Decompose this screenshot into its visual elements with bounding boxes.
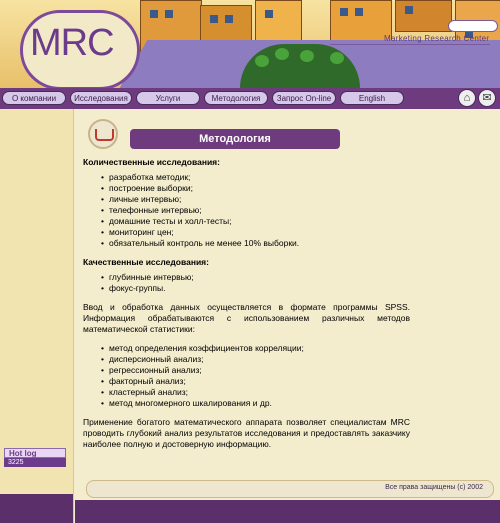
list-item: • построение выборки; [101,183,410,194]
hotlog-counter[interactable] [4,448,66,468]
sidebar-bottom-band [0,494,73,523]
nav-item-about[interactable]: О компании [2,91,66,105]
page-title: Методология [130,129,340,149]
list-item: • метод определения коэффициентов корреляции; [101,343,410,354]
header-banner [0,0,500,88]
qualitative-list [83,272,410,294]
list-item: • фокус-группы. [101,283,410,294]
tagline-underline [330,44,490,45]
hotlog-count: 3225 [4,458,66,467]
list-item: • разработка методик; [101,172,410,183]
nav-item-english[interactable]: English [340,91,404,105]
nav-item-research[interactable]: Исследования [70,91,132,105]
paragraph-data-processing: Ввод и обработка данных осуществляется в формате программы SPSS. Информация обрабатываются с использованием различных методов математической статистики: [83,302,410,334]
list-item: • личные интервью; [101,194,410,205]
section-title-quantitative: Количественные исследования: [83,157,220,167]
list-item: • обязательный контроль не менее 10% выборки. [101,238,410,249]
home-icon[interactable]: ⌂ [458,89,476,107]
list-item: • глубинные интервью; [101,272,410,283]
list-item: • кластерный анализ; [101,387,410,398]
list-item: • домашние тесты и холл-тесты; [101,216,410,227]
logo-text[interactable]: MRC [30,22,114,64]
list-item: • регрессионный анализ; [101,365,410,376]
book-icon [88,119,118,149]
building [330,0,392,42]
hotlog-label: Hot log [4,448,66,458]
list-item: • метод многомерного шкалирования и др. [101,398,410,409]
statistics-methods-list [83,343,410,409]
copyright-text: Все права защищены (с) 2002 [385,484,483,491]
tagline: Marketing Research Center [384,34,490,43]
list-item: • телефонные интервью; [101,205,410,216]
main-nav [0,88,500,109]
nav-item-methodology[interactable]: Методология [204,91,268,105]
footer-bar [86,480,494,498]
nav-item-online-request[interactable]: Запрос On-line [272,91,336,105]
list-item: • дисперсионный анализ; [101,354,410,365]
building [395,0,452,32]
content-body [83,157,410,458]
main-content [78,113,498,513]
bottom-band [75,500,500,523]
quantitative-list [83,172,410,249]
top-utility-bar[interactable] [448,20,498,32]
section-title-qualitative: Качественные исследования: [83,257,209,267]
list-item: • мониторинг цен; [101,227,410,238]
paragraph-conclusion: Применение богатого математического аппарата позволяет специалистам MRC проводить глубокий анализ результатов исследования и предоставлять заказчику наиболее полную и достоверную информацию. [83,417,410,449]
mail-icon[interactable]: ✉ [478,89,496,107]
list-item: • факторный анализ; [101,376,410,387]
nav-item-services[interactable]: Услуги [136,91,200,105]
